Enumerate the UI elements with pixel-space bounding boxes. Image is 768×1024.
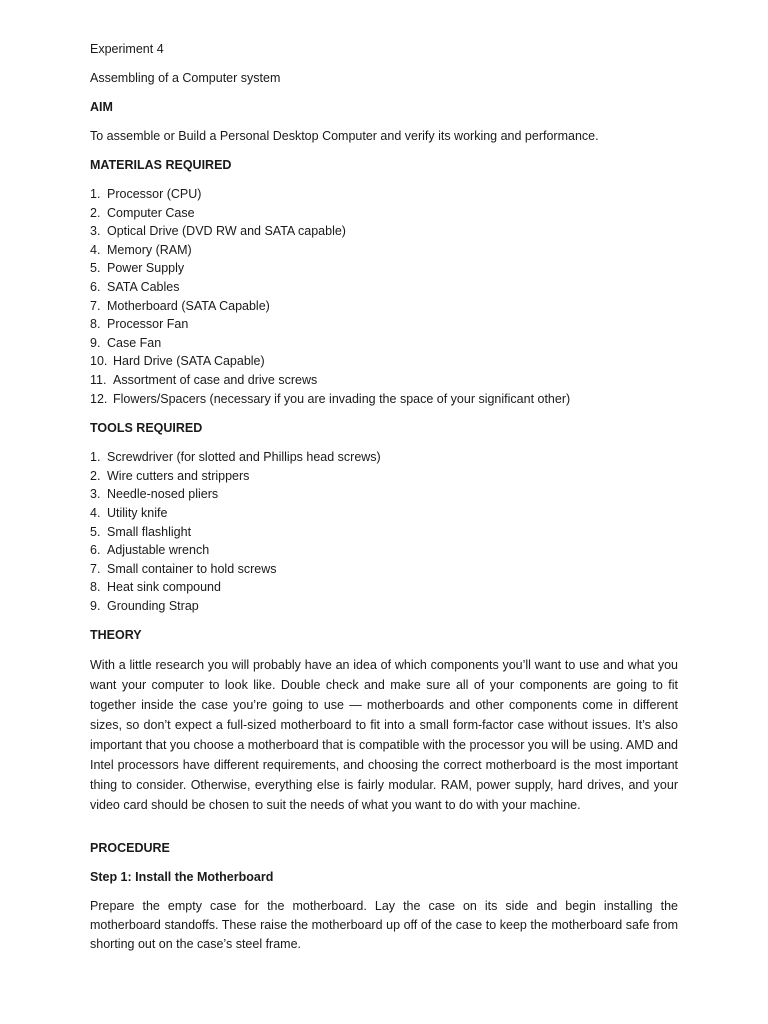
aim-text bbox=[90, 127, 678, 145]
list-item bbox=[90, 204, 678, 223]
list-item-number: 2. bbox=[90, 205, 101, 220]
list-item bbox=[90, 185, 678, 204]
list-item bbox=[90, 390, 678, 409]
list-item-number: 3. bbox=[90, 224, 101, 239]
list-item-text: Hard Drive (SATA Capable) bbox=[113, 354, 265, 369]
list-item bbox=[90, 560, 678, 579]
list-item-number: 10. bbox=[90, 354, 108, 369]
list-item bbox=[90, 259, 678, 278]
list-item-number: 9. bbox=[90, 598, 101, 613]
aim-text-part-b: Build a Personal Desktop Computer and verify its working and performance. bbox=[178, 129, 599, 143]
document-title: Assembling of a Computer system bbox=[90, 71, 281, 85]
list-item bbox=[90, 297, 678, 316]
list-item bbox=[90, 578, 678, 597]
list-item-text: Needle-nosed pliers bbox=[107, 487, 219, 502]
list-item bbox=[90, 222, 678, 241]
theory-heading: THEORY bbox=[90, 628, 142, 643]
list-item-text: Processor (CPU) bbox=[107, 187, 202, 201]
list-item-text: Motherboard (SATA Capable) bbox=[107, 298, 270, 313]
list-item bbox=[90, 334, 678, 353]
list-item bbox=[90, 241, 678, 260]
experiment-number: Experiment 4 bbox=[90, 42, 164, 56]
aim-text-part-a: To assemble or bbox=[90, 129, 179, 143]
tools-list bbox=[90, 448, 678, 615]
list-item bbox=[90, 371, 678, 390]
list-item-text: Grounding Strap bbox=[107, 598, 199, 613]
list-item bbox=[90, 467, 678, 486]
list-item-number: 7. bbox=[90, 561, 101, 576]
step1-heading: Step 1: Install the Motherboard bbox=[90, 870, 274, 885]
list-item-text: Optical Drive (DVD RW and SATA capable) bbox=[107, 224, 346, 239]
list-item bbox=[90, 448, 678, 467]
tools-heading: TOOLS REQUIRED bbox=[90, 421, 203, 436]
list-item bbox=[90, 541, 678, 560]
list-item-number: 8. bbox=[90, 317, 101, 332]
list-item-text: Utility knife bbox=[107, 505, 168, 520]
aim-heading: AIM bbox=[90, 100, 113, 114]
list-item bbox=[90, 315, 678, 334]
theory-paragraph: With a little research you will probably have an idea of which components you’ll want to use and what you want your computer to look like. Double check and make sure all of your components are going to fit together inside the case you’re going to use — motherboards and other components come in different sizes, so don’t expect a full-sized motherboard to fit into a small form-factor case without issues. It’s also important that you choose a motherboard that is compatible with the processor you will be using. AMD and Intel processors have different requirements, and choosing the correct motherboard is the most important thing to consider. Otherwise, everything else is fairly modular. RAM, power supply, hard drives, and your video card should be chosen to suit the needs of what you want to do with your machine. bbox=[90, 658, 678, 813]
list-item-text: Screwdriver (for slotted and Phillips head screws) bbox=[107, 450, 381, 465]
list-item-number: 9. bbox=[90, 335, 101, 350]
materials-heading: MATERILAS REQUIRED bbox=[90, 158, 232, 172]
materials-list bbox=[90, 185, 678, 408]
list-item-number: 2. bbox=[90, 468, 101, 483]
list-item bbox=[90, 485, 678, 504]
list-item-text: Case Fan bbox=[107, 335, 162, 350]
list-item bbox=[90, 523, 678, 542]
list-item-text: Power Supply bbox=[107, 261, 185, 276]
list-item-number: 11. bbox=[90, 372, 107, 387]
list-item-number: 1. bbox=[90, 450, 101, 465]
procedure-heading: PROCEDURE bbox=[90, 841, 170, 856]
list-item-number: 8. bbox=[90, 580, 101, 595]
list-item-text: Computer Case bbox=[107, 205, 195, 220]
list-item-text: SATA Cables bbox=[107, 279, 180, 294]
list-item bbox=[90, 504, 678, 523]
list-item bbox=[90, 278, 678, 297]
list-item bbox=[90, 352, 678, 371]
list-item-number: 5. bbox=[90, 524, 101, 539]
list-item-number: 1. bbox=[90, 187, 101, 201]
list-item-number: 4. bbox=[90, 242, 101, 257]
list-item-text: Small flashlight bbox=[107, 524, 192, 539]
list-item-text: Wire cutters and strippers bbox=[107, 468, 250, 483]
list-item-number: 3. bbox=[90, 487, 101, 502]
list-item-text: Adjustable wrench bbox=[107, 543, 210, 558]
list-item-number: 12. bbox=[90, 391, 108, 406]
list-item-text: Flowers/Spacers (necessary if you are invading the space of your significant other) bbox=[113, 391, 571, 406]
list-item-text: Heat sink compound bbox=[107, 580, 221, 595]
list-item-number: 7. bbox=[90, 298, 101, 313]
list-item bbox=[90, 597, 678, 616]
list-item-number: 6. bbox=[90, 543, 101, 558]
list-item-number: 6. bbox=[90, 279, 101, 294]
list-item-number: 4. bbox=[90, 505, 101, 520]
list-item-text: Processor Fan bbox=[107, 317, 189, 332]
step1-paragraph: Prepare the empty case for the motherboard. Lay the case on its side and begin installing the motherboard standoffs. These raise the motherboard up off of the case to keep the motherboard safe from shorting out on the case’s steel frame. bbox=[90, 899, 678, 952]
list-item-number: 5. bbox=[90, 261, 101, 276]
list-item-text: Assortment of case and drive screws bbox=[113, 372, 318, 387]
list-item-text: Small container to hold screws bbox=[107, 561, 277, 576]
list-item-text: Memory (RAM) bbox=[107, 242, 192, 257]
